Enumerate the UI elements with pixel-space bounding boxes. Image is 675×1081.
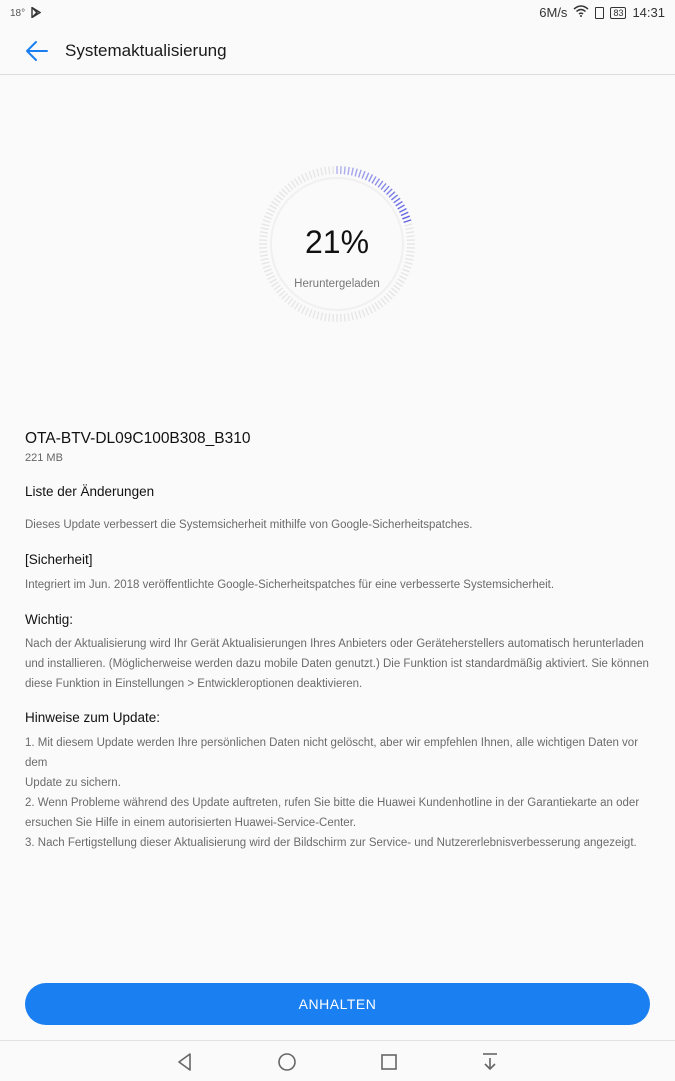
progress-tick-filled	[344, 166, 345, 174]
changes-section	[25, 484, 657, 499]
progress-tick-empty	[309, 171, 312, 178]
progress-tick-empty	[375, 303, 379, 310]
progress-tick-empty	[291, 181, 296, 187]
progress-tick-filled	[402, 216, 409, 219]
security-section	[25, 552, 657, 567]
nav-back-icon	[174, 1051, 196, 1073]
progress-tick-empty	[288, 183, 293, 189]
progress-tick-filled	[399, 209, 406, 213]
important-heading: Wichtig:	[25, 612, 657, 627]
progress-tick-empty	[272, 202, 279, 206]
progress-tick-empty	[264, 269, 271, 272]
progress-tick-empty	[305, 308, 308, 315]
progress-tick-empty	[269, 205, 276, 209]
clock: 14:31	[632, 5, 665, 20]
progress-tick-empty	[348, 313, 349, 321]
progress-tick-empty	[268, 209, 275, 213]
progress-tick-empty	[313, 170, 315, 178]
progress-tick-empty	[402, 269, 409, 272]
progress-tick-empty	[389, 291, 395, 296]
progress-tick-empty	[295, 303, 299, 310]
play-store-icon	[31, 6, 41, 21]
changes-text: Dieses Update verbessert die Systemsicherheit mithilfe von Google-Sicherheitspatches.	[25, 515, 657, 535]
package-info	[25, 430, 655, 464]
progress-tick-empty	[359, 311, 361, 319]
progress-tick-empty	[365, 308, 368, 315]
app-bar	[0, 26, 675, 75]
progress-tick-empty	[302, 306, 306, 313]
progress-tick-filled	[398, 205, 405, 209]
progress-tick-filled	[391, 195, 397, 200]
back-button[interactable]	[22, 38, 52, 64]
progress-tick-filled	[394, 198, 400, 203]
progress-tick-filled	[348, 167, 349, 175]
security-body	[25, 575, 657, 595]
progress-tick-empty	[372, 305, 376, 312]
battery-icon: 83	[610, 7, 626, 19]
nav-recents-icon	[378, 1051, 400, 1073]
progress-tick-filled	[375, 179, 379, 186]
progress-tick-empty	[325, 313, 326, 321]
progress-tick-empty	[352, 312, 354, 320]
notes-line: 1. Mit diesem Update werden Ihre persönlichen Daten nicht gelöscht, aber wir empfehlen Ihnen, alle wichtigen Daten vor dem	[25, 733, 657, 773]
progress-tick-empty	[329, 314, 330, 322]
security-heading: [Sicherheit]	[25, 552, 657, 567]
progress-tick-filled	[381, 183, 386, 189]
nav-back-button[interactable]	[174, 1051, 196, 1073]
notes-section	[25, 710, 657, 725]
nav-home-button[interactable]	[276, 1051, 298, 1073]
progress-tick-empty	[285, 186, 290, 192]
progress-tick-empty	[344, 314, 345, 322]
progress-tick-empty	[282, 189, 288, 195]
progress-tick-empty	[378, 301, 383, 307]
progress-tick-empty	[262, 262, 270, 264]
progress-tick-empty	[266, 272, 273, 275]
progress-tick-filled	[352, 168, 354, 176]
package-name: OTA-BTV-DL09C100B308_B310	[25, 430, 655, 448]
progress-tick-empty	[295, 179, 299, 186]
notes-heading: Hinweise zum Update:	[25, 710, 657, 725]
progress-tick-filled	[365, 173, 368, 180]
progress-tick-empty	[321, 312, 323, 320]
progress-tick-empty	[288, 298, 293, 304]
page-title: Systemaktualisierung	[65, 41, 227, 61]
progress-tick-filled	[359, 170, 361, 178]
progress-tick-empty	[291, 301, 296, 307]
progress-tick-empty	[386, 293, 392, 299]
progress-tick-empty	[317, 169, 319, 177]
progress-tick-filled	[369, 175, 373, 182]
security-text: Integriert im Jun. 2018 veröffentlichte Google-Sicherheitspatches für eine verbesserte Systemsicherheit.	[25, 575, 657, 595]
sim-icon	[595, 7, 604, 19]
arrow-left-icon	[25, 39, 49, 63]
important-line: und installieren. (Möglicherweise werden dazu mobile Daten genutzt.) Die Funktion ist standardmäßig aktiviert. Sie können	[25, 654, 657, 674]
progress-tick-filled	[401, 212, 408, 215]
progress-tick-empty	[355, 312, 357, 320]
notes-body	[25, 733, 657, 853]
progress-tick-empty	[317, 312, 319, 320]
progress-tick-empty	[302, 175, 306, 182]
progress-tick-filled	[384, 186, 389, 192]
progress-tick-filled	[355, 169, 357, 177]
important-body	[25, 634, 657, 694]
progress-tick-empty	[381, 298, 386, 304]
progress-tick-empty	[282, 293, 288, 299]
important-line: Nach der Aktualisierung wird Ihr Gerät Aktualisierungen Ihres Anbieters oder Geräteherstellers automatisch herunterladen	[25, 634, 657, 654]
progress-tick-empty	[325, 167, 326, 175]
progress-tick-empty	[263, 220, 271, 222]
progress-tick-empty	[264, 216, 271, 219]
notes-line: ersuchen Sie Hilfe in einem autorisierten Huawei-Service-Center.	[25, 813, 657, 833]
pause-button[interactable]: ANHALTEN	[25, 983, 650, 1025]
changes-heading: Liste der Änderungen	[25, 484, 657, 499]
nav-notifications-icon	[479, 1051, 501, 1073]
status-bar	[0, 0, 675, 26]
package-size: 221 MB	[25, 452, 655, 464]
progress-tick-filled	[362, 171, 365, 178]
progress-tick-empty	[401, 272, 408, 275]
progress-tick-empty	[274, 198, 280, 203]
important-line: diese Funktion in Einstellungen > Entwickleroptionen deaktivieren.	[25, 674, 657, 694]
progress-tick-empty	[279, 291, 285, 296]
progress-tick-empty	[276, 195, 282, 200]
progress-label: Heruntergeladen	[257, 278, 417, 290]
progress-tick-empty	[263, 266, 271, 268]
changes-body	[25, 515, 657, 535]
progress-tick-filled	[396, 202, 403, 206]
progress-tick-filled	[378, 181, 383, 187]
progress-tick-empty	[285, 296, 290, 302]
download-progress-ring	[257, 164, 417, 324]
progress-tick-empty	[321, 168, 323, 176]
progress-tick-empty	[404, 266, 412, 268]
notes-line: Update zu sichern.	[25, 773, 657, 793]
progress-tick-empty	[305, 173, 308, 180]
progress-tick-empty	[384, 296, 389, 302]
progress-tick-empty	[266, 212, 273, 215]
nav-notifications-button[interactable]	[479, 1051, 501, 1073]
progress-tick-empty	[362, 309, 365, 316]
progress-tick-empty	[279, 192, 285, 197]
notes-line: 3. Nach Fertigstellung dieser Aktualisierung wird der Bildschirm zur Service- und Nutzererlebnisverbesserung angezeigt.	[25, 833, 657, 853]
progress-tick-empty	[369, 306, 373, 313]
progress-tick-empty	[329, 166, 330, 174]
wifi-icon	[573, 5, 589, 20]
progress-tick-empty	[309, 309, 312, 316]
nav-recents-button[interactable]	[378, 1051, 400, 1073]
temperature: 18°	[10, 8, 25, 19]
progress-percent: 21%	[257, 224, 417, 261]
progress-tick-empty	[298, 176, 302, 183]
progress-tick-filled	[389, 192, 395, 197]
navigation-bar	[0, 1040, 675, 1081]
important-section	[25, 612, 657, 627]
network-speed: 6M/s	[539, 5, 567, 20]
progress-tick-empty	[405, 262, 413, 264]
progress-tick-filled	[386, 189, 392, 195]
progress-tick-filled	[404, 220, 412, 222]
progress-tick-filled	[372, 176, 376, 183]
progress-tick-empty	[298, 305, 302, 312]
progress-tick-empty	[313, 311, 315, 319]
notes-line: 2. Wenn Probleme während des Update auftreten, rufen Sie bitte die Huawei Kundenhotline in der Garantiekarte an oder	[25, 793, 657, 813]
nav-home-icon	[276, 1051, 298, 1073]
